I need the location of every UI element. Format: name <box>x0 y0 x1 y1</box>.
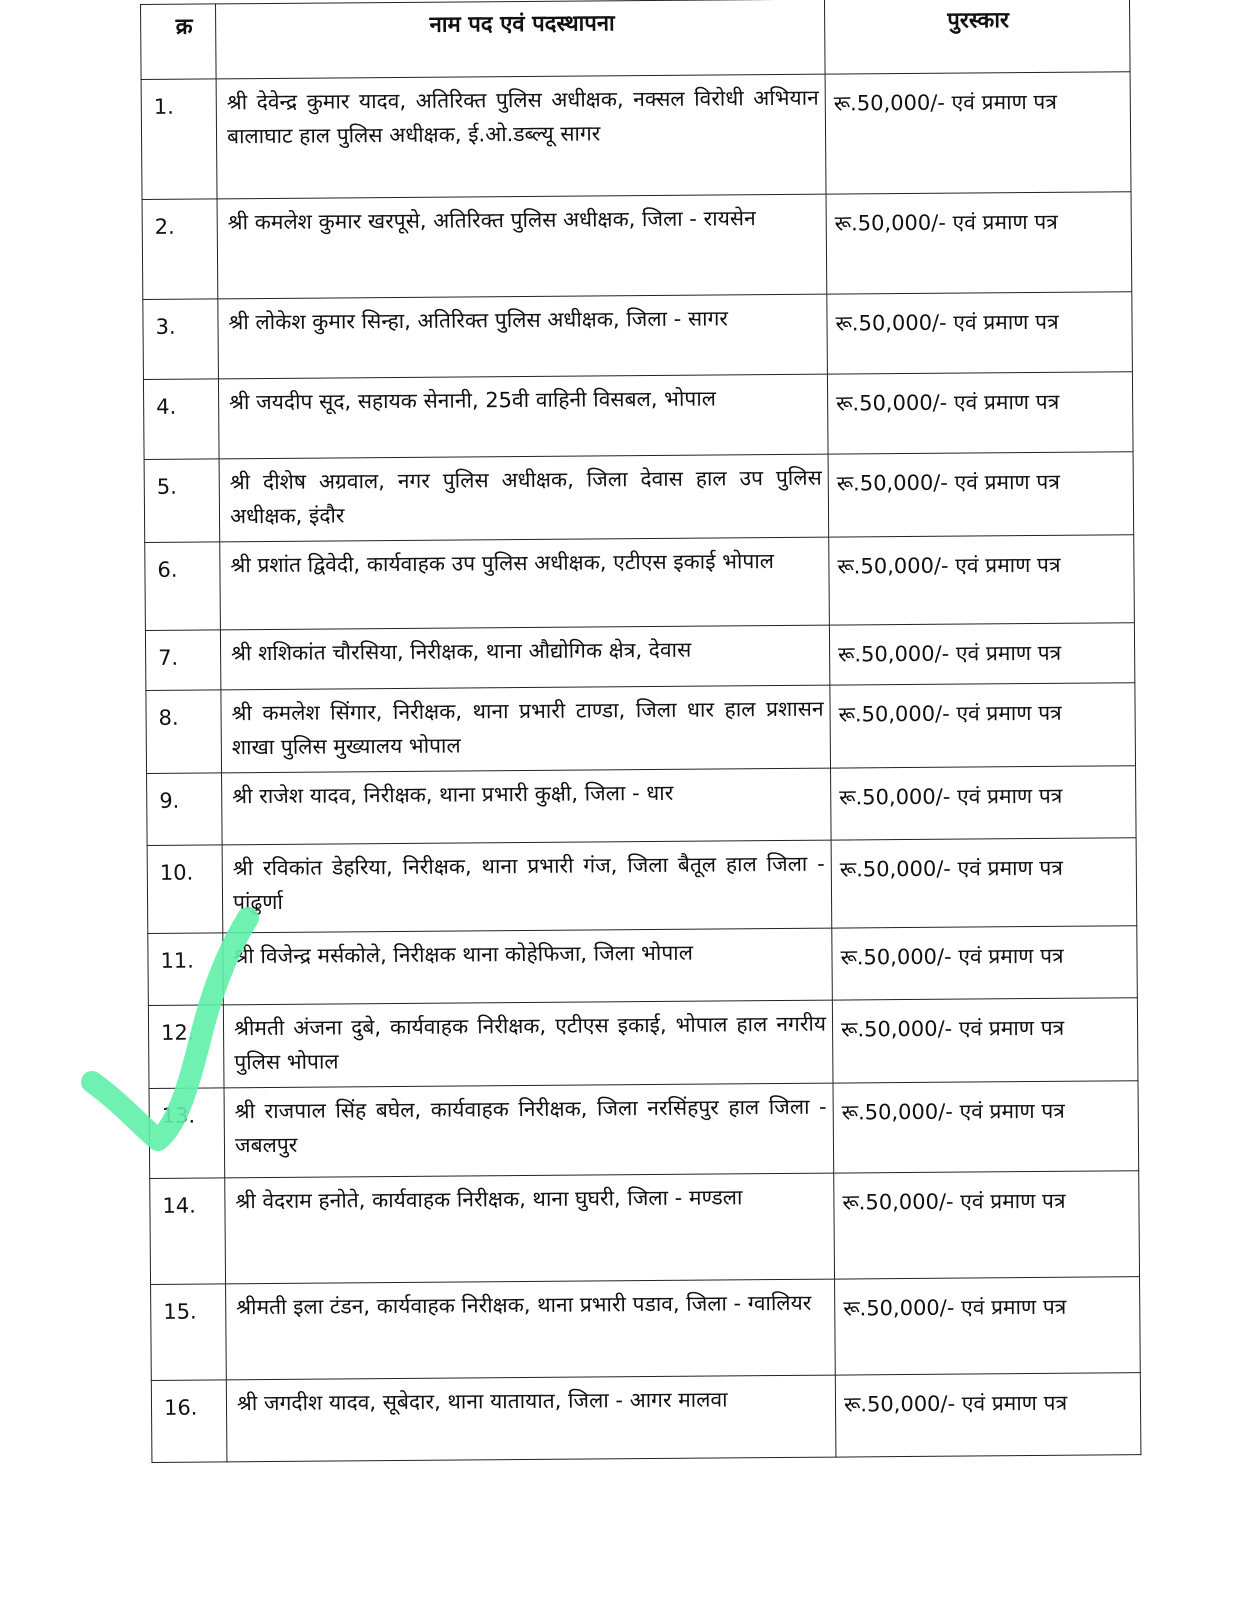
award-cell: रू.50,000/- एवं प्रमाण पत्र <box>829 535 1135 625</box>
name-cell: श्री कमलेश सिंगार, निरीक्षक, थाना प्रभारी टाण्डा, जिला धार हाल प्रशासन शाखा पुलिस मुख्यालय भोपाल <box>221 685 831 773</box>
header-row <box>141 0 1131 79</box>
name-cell: श्री शशिकांत चौरसिया, निरीक्षक, थाना औद्योगिक क्षेत्र, देवास <box>220 625 829 690</box>
table-row <box>143 292 1133 380</box>
table-row <box>145 535 1135 631</box>
award-cell: रू.50,000/- एवं प्रमाण पत्र <box>825 72 1131 194</box>
serial-cell: 3. <box>143 299 219 380</box>
award-cell: रू.50,000/- एवं प्रमाण पत्र <box>829 623 1134 685</box>
serial-cell: 7. <box>145 630 220 691</box>
name-cell: श्री प्रशांत द्विवेदी, कार्यवाहक उप पुलिस अधीक्षक, एटीएस इकाई भोपाल <box>220 537 830 630</box>
table-row <box>151 1277 1141 1381</box>
award-cell: रू.50,000/- एवं प्रमाण पत्र <box>831 766 1137 840</box>
serial-cell: 16. <box>151 1380 227 1463</box>
table-row <box>143 372 1133 460</box>
award-cell: रू.50,000/- एवं प्रमाण पत्र <box>827 372 1133 454</box>
serial-cell: 9. <box>147 773 223 846</box>
table-row <box>141 72 1131 200</box>
table-row <box>146 683 1136 774</box>
table-row <box>144 452 1134 543</box>
name-cell: श्री दीशेष अग्रवाल, नगर पुलिस अधीक्षक, जिला देवास हाल उप पुलिस अधीक्षक, इंदौर <box>219 454 829 542</box>
serial-cell: 11. <box>148 933 224 1006</box>
award-cell: रू.50,000/- एवं प्रमाण पत्र <box>826 192 1132 294</box>
award-cell: रू.50,000/- एवं प्रमाण पत्र <box>833 1081 1139 1173</box>
serial-cell: 14. <box>150 1178 226 1285</box>
award-cell: रू.50,000/- एवं प्रमाण पत्र <box>831 838 1137 928</box>
table-row <box>142 192 1132 300</box>
name-cell: श्री वेदराम हनोते, कार्यवाहक निरीक्षक, थाना घुघरी, जिला - मण्डला <box>225 1173 835 1284</box>
name-cell: श्री जगदीश यादव, सूबेदार, थाना यातायात, जिला - आगर मालवा <box>226 1375 836 1462</box>
table-row <box>149 1081 1139 1179</box>
award-cell: रू.50,000/- एवं प्रमाण पत्र <box>835 1373 1141 1457</box>
award-cell: रू.50,000/- एवं प्रमाण पत्र <box>835 1277 1141 1375</box>
table-row <box>151 1373 1141 1463</box>
name-cell: श्री राजपाल सिंह बघेल, कार्यवाहक निरीक्षक, जिला नरसिंहपुर हाल जिला - जबलपुर <box>224 1083 834 1178</box>
header-award: पुरस्कार <box>824 0 1130 74</box>
table-row <box>150 1171 1140 1285</box>
serial-cell: 6. <box>145 542 221 631</box>
header-name-post: नाम पद एवं पदस्थापना <box>216 0 826 79</box>
header-serial: क्र <box>141 4 217 80</box>
table-row <box>148 926 1138 1006</box>
table-row <box>148 998 1138 1089</box>
serial-cell: 5. <box>144 459 220 543</box>
name-cell: श्री विजेन्द्र मर्सकोले, निरीक्षक थाना कोहेफिजा, जिला भोपाल <box>223 928 833 1005</box>
serial-cell: 12. <box>148 1005 224 1089</box>
name-cell: श्रीमती इला टंडन, कार्यवाहक निरीक्षक, थाना प्रभारी पडाव, जिला - ग्वालियर <box>226 1279 836 1380</box>
award-cell: रू.50,000/- एवं प्रमाण पत्र <box>832 998 1138 1083</box>
name-cell: श्रीमती अंजना दुबे, कार्यवाहक निरीक्षक, एटीएस इकाई, भोपाल हाल नगरीय पुलिस भोपाल <box>223 1000 833 1088</box>
serial-cell: 8. <box>146 690 222 774</box>
name-cell: श्री राजेश यादव, निरीक्षक, थाना प्रभारी कुक्षी, जिला - धार <box>222 768 832 845</box>
award-cell: रू.50,000/- एवं प्रमाण पत्र <box>827 292 1133 374</box>
name-cell: श्री कमलेश कुमार खरपूसे, अतिरिक्त पुलिस अधीक्षक, जिला - रायसेन <box>217 194 827 299</box>
name-cell: श्री जयदीप सूद, सहायक सेनानी, 25वी वाहिनी विसबल, भोपाल <box>218 374 828 459</box>
table-row <box>147 766 1137 846</box>
name-cell: श्री लोकेश कुमार सिन्हा, अतिरिक्त पुलिस अधीक्षक, जिला - सागर <box>218 294 828 379</box>
serial-cell: 13. <box>149 1088 225 1179</box>
serial-cell: 4. <box>143 379 219 460</box>
table-row <box>147 838 1137 934</box>
serial-cell: 1. <box>141 79 217 200</box>
name-cell: श्री देवेन्द्र कुमार यादव, अतिरिक्त पुलिस अधीक्षक, नक्सल विरोधी अभियान बालाघाट हाल पुलिस अधीक्षक, ई.ओ.डब्ल्यू सागर <box>216 74 826 199</box>
serial-cell: 15. <box>151 1284 227 1381</box>
name-cell: श्री रविकांत डेहरिया, निरीक्षक, थाना प्रभारी गंज, जिला बैतूल हाल जिला - पांढुर्णा <box>222 840 832 933</box>
table-row <box>145 623 1134 691</box>
award-cell: रू.50,000/- एवं प्रमाण पत्र <box>834 1171 1140 1279</box>
serial-cell: 2. <box>142 199 218 300</box>
serial-cell: 10. <box>147 845 223 934</box>
award-cell: रू.50,000/- एवं प्रमाण पत्र <box>830 683 1136 768</box>
award-table <box>140 0 1141 1463</box>
award-cell: रू.50,000/- एवं प्रमाण पत्र <box>828 452 1134 537</box>
award-cell: रू.50,000/- एवं प्रमाण पत्र <box>832 926 1138 1000</box>
